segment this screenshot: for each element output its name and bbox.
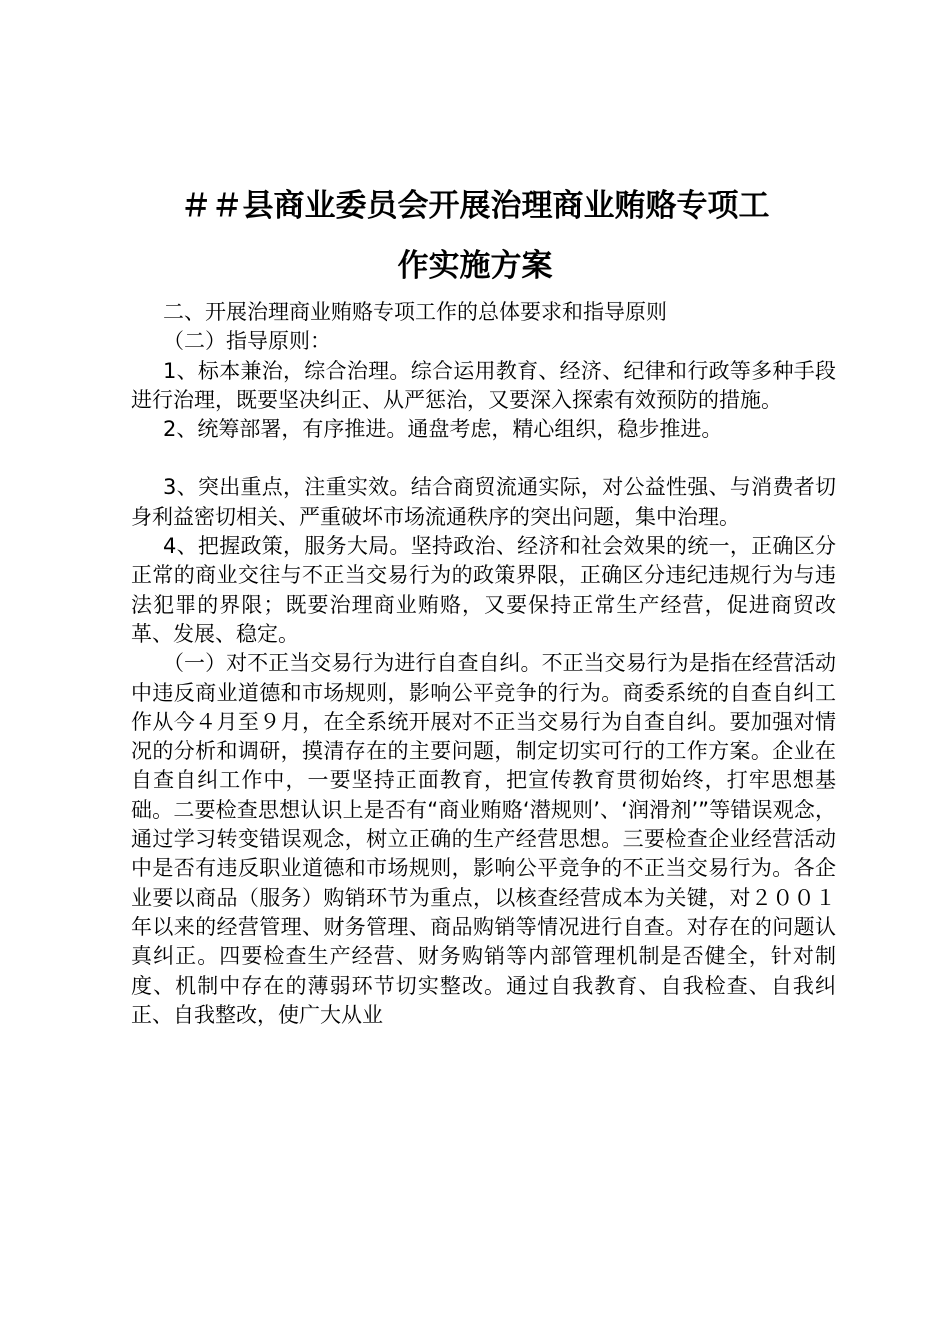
subsection-heading: （二）指导原则： [163, 329, 331, 354]
principle-paragraph-1: 1、标本兼治，综合治理。综合运用教育、经济、纪律和行政等多种手段进行治理，既要坚决纠正、从严惩治，又要深入探索有效预防的措施。 [131, 358, 836, 412]
principle-paragraph-2: 2、统筹部署，有序推进。通盘考虑，精心组织，稳步推进。 [163, 417, 723, 442]
self-inspection-paragraph: （一）对不正当交易行为进行自查自纠。不正当交易行为是指在经营活动中违反商业道德和市场规则，影响公平竞争的行为。商委系统的自查自纠工作从今４月至９月，在全系统开展对不正当交易行为自查自纠。要加强对情况的分析和调研，摸清存在的主要问题，制定切实可行的工作方案。企业在自查自纠工作中，一要坚持正面教育，把宣传教育贯彻始终，打牢思想基础。二要检查思想认识上是否有“商业贿赂‘潜规则’、‘润滑剂’”等错误观念，通过学习转变错误观念，树立正确的生产经营思想。三要检查企业经营活动中是否有违反职业道德和市场规则，影响公平竞争的不正当交易行为。各企业要以商品（服务）购销环节为重点，以核查经营成本为关键，对２００１年以来的经营管理、财务管理、商品购销等情况进行自查。对存在的问题认真纠正。四要检查生产经营、财务购销等内部管理机制是否健全，针对制度、机制中存在的薄弱环节切实整改。通过自我教育、自我检查、自我纠正、自我整改，使广大从业 [131, 651, 836, 1027]
document-body [131, 298, 836, 1030]
section-heading: 二、开展治理商业贿赂专项工作的总体要求和指导原则 [163, 300, 667, 324]
principle-paragraph-4: 4、把握政策，服务大局。坚持政治、经济和社会效果的统一，正确区分正常的商业交往与不正当交易行为的政策界限，正确区分违纪违规行为与违法犯罪的界限；既要治理商业贿赂，又要保持正常生产经营，促进商贸改革、发展、稳定。 [131, 534, 836, 646]
principle-paragraph-3: 3、突出重点，注重实效。结合商贸流通实际，对公益性强、与消费者切身利益密切相关、严重破坏市场流通秩序的突出问题，集中治理。 [131, 475, 836, 529]
document-title-line-2: 作实施方案 [397, 248, 553, 284]
document-title-line-1: ＃＃县商业委员会开展治理商业贿赂专项工 [180, 188, 770, 224]
